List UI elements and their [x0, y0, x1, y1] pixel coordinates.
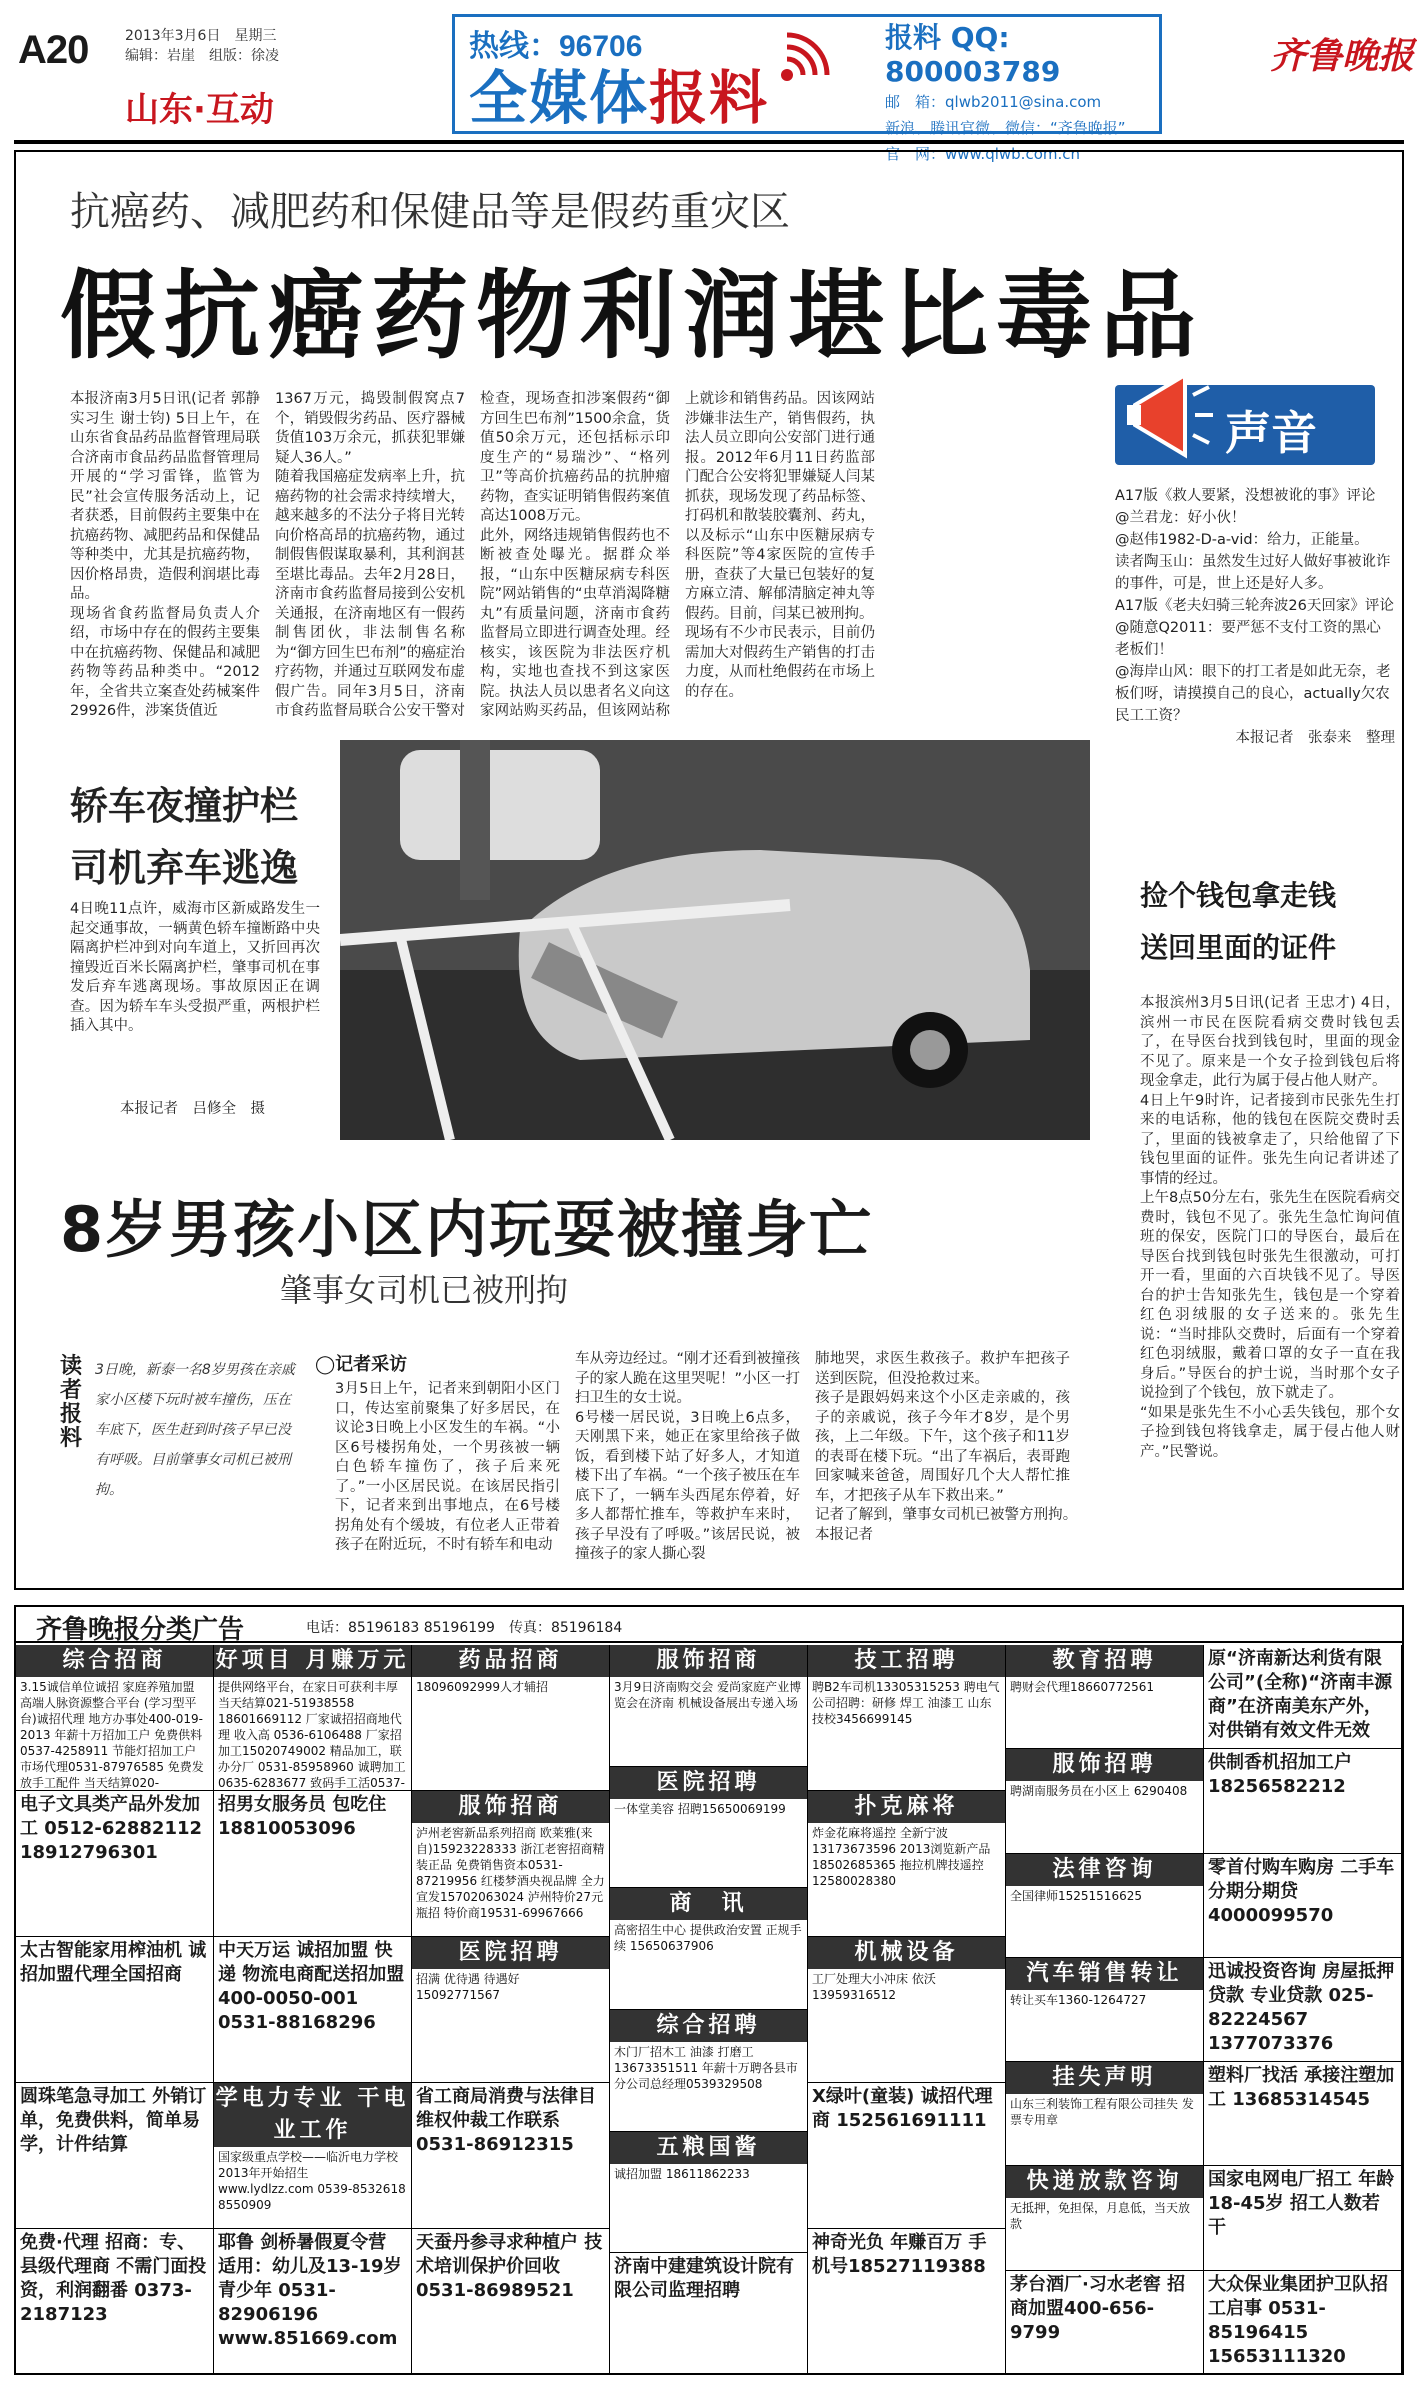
ad-text: 无抵押，免担保，月息低，当天放款	[1010, 2201, 1191, 2232]
ad-heading: 医院招聘	[610, 1767, 807, 1799]
ad-text: 转让买车1360-1264727	[1010, 1992, 1147, 2007]
ad-cell	[214, 1645, 411, 1791]
ad-text: 省工商局消费与法律目 维权仲裁工作联系 0531-86912315	[416, 2086, 596, 2155]
ad-text: 耶鲁 剑桥暑假夏令营 适用：幼儿及13-19岁青少年 0531-82906196 www.851669.com	[218, 2232, 402, 2349]
ad-text: 原“济南新达利货有限公司”(全称)“济南丰源商”在济南美东产外，对供销有效文件无效	[1208, 1648, 1393, 1741]
ad-heading: 汽车销售转让	[1006, 1958, 1203, 1990]
ad-cell	[16, 1791, 213, 1937]
voice-banner	[1115, 385, 1375, 465]
ad-cell	[412, 1937, 609, 2083]
car-title-2: 司机弃车逃逸	[70, 846, 299, 890]
ad-text: 聘湖南服务员在小区上 6290408	[1010, 1784, 1188, 1799]
ad-heading: 综合招商	[16, 1645, 213, 1677]
ad-cell	[1006, 1958, 1203, 2062]
ad-heading: 服饰招商	[412, 1791, 609, 1823]
ad-text: 提供网络平台，在家日可获利丰厚 当天结算021-51938558 18601669112 厂家诚招招商地代理 收入高 0536-6106488 厂家招加工15020749002 精品加工，联办分厂 0531-85958960 诚聘加工0635-6283677 致码手工活0537-	[218, 1680, 406, 1790]
ad-column	[808, 1645, 1006, 2375]
hotline-website: 官 网：www.qlwb.com.cn	[885, 145, 1081, 163]
ad-text: 国家级重点学校——临沂电力学校 2013年开始招生 www.lydlzz.com 0539-8532618 8550909	[218, 2150, 406, 2212]
ad-text: 圆珠笔急寻加工 外销订单，免费供料，简单易学，计件结算	[20, 2086, 207, 2155]
boy-col-3: 肺地哭，求医生救孩子。救护车把孩子送到医院，但没抢救过来。 孩子是跟妈妈来这个小区走亲戚的，孩子的亲戚说，孩子今年才8岁，是个男孩，上二年级。下午，这个孩子和11岁的表哥在楼下玩。“出了车祸后，表哥跑回家喊来爸爸，周围好几个大人帮忙推车，才把孩子从车下救出来。” 记者了解到，肇事女司机已被警方刑拘。 本报记者	[815, 1351, 1070, 1543]
voice-byline: 本报记者 张泰来 整理	[1235, 730, 1395, 746]
ad-cell	[610, 2132, 807, 2254]
ad-cell	[16, 2083, 213, 2229]
ad-text: 天蚕丹参寻求种植户 技术培训保护价回收 0531-86989521	[416, 2232, 603, 2301]
ad-cell	[214, 2083, 411, 2229]
ad-text: 茅台酒厂·习水老窖 招商加盟400-656-9799	[1010, 2273, 1186, 2343]
megaphone-icon	[1125, 365, 1215, 465]
wallet-story	[1140, 870, 1400, 1554]
issue-date: 2013年3月6日 星期三	[125, 28, 277, 44]
ad-heading: 学电力专业 干电业工作	[214, 2083, 411, 2147]
ad-cell	[610, 1767, 807, 1889]
hotline-slogan-a: 全媒体	[469, 64, 650, 132]
ad-text: 高密招生中心 提供政治安置 正规手续 15650637906	[614, 1923, 802, 1954]
ad-heading: 综合招聘	[610, 2010, 807, 2042]
top-rule	[14, 140, 1404, 144]
ad-cell	[412, 2229, 609, 2375]
wallet-body: 本报滨州3月5日讯(记者 王忠才) 4日，滨州一市民在医院看病交费时钱包丢了，在导医台找到钱包时，里面的现金不见了。原来是一个女子捡到钱包后将现金拿走，此行为属于侵占他人财产。 4日上午9时许，记者接到市民张先生打来的电话称，他的钱包在医院交费时丢了，里面的钱被拿走了，只给他留了下钱包里面的证件。张先生向记者讲述了事情的经过。 上午8点50分左右，张先生在医院看病交费时，钱包不见了。张先生急忙询问值班的保安，医院门口的导医台，最后在导医台找到钱包时张先生很激动，可打开一看，里面的六百块钱不见了。导医台的护士告知张先生，钱包是一个穿着红色羽绒服的女子送来的。张先生说：“当时排队交费时，后面有一个穿着红色羽绒服，戴着口罩的女子一直在我身后。”导医台的护士说，当时那个女子说捡到了个钱包，放下就走了。 “如果是张先生不小心丢失钱包，那个女子捡到钱包将钱拿走，属于侵占他人财产。”民警说。	[1140, 995, 1400, 1460]
ad-heading: 挂失声明	[1006, 2062, 1203, 2094]
boy-subheadline: 肇事女司机已被刑拘	[280, 1271, 569, 1309]
ad-cell	[808, 1791, 1005, 1937]
voice-item: @海岸山风：眼下的打工者是如此无奈，老板们呀，请摸摸自己的良心，actually欠农民工工资？	[1115, 664, 1391, 724]
ad-text: 泸州老窖新品系列招商 欧莱雅(来自)15923228333 浙江老窖招商精装正品 免费销售资本0531-87219956 红楼梦酒央视品牌 全力宣发15702063024 泸州特价27元瓶招 特价商19531-69967666	[416, 1826, 605, 1920]
classified-ads	[14, 1605, 1404, 2375]
ad-cell	[16, 1645, 213, 1791]
ad-text: 电子文具类产品外发加工 0512-62882112 18912796301	[20, 1794, 203, 1863]
ad-heading: 扑克麻将	[808, 1791, 1005, 1823]
ads-phone: 电话：85196183 85196199 传真：85196184	[306, 1620, 623, 1636]
ad-heading: 医院招聘	[412, 1937, 609, 1969]
ad-text: 工厂处理大小冲床 依沃 13959316512	[812, 1972, 936, 2002]
ad-cell	[610, 2253, 807, 2375]
ad-text: 18096092999人才辅招	[416, 1680, 548, 1694]
ad-text: 诚招加盟 18611862233	[614, 2166, 750, 2181]
ad-heading: 服饰招聘	[1006, 1749, 1203, 1781]
ad-text: 3.15诚信单位诚招 家庭养殖加盟 高端人脉资源整合平台 (学习型平台)诚招代理 地方办事处400-019-2013 年薪十万招加工户 免费供料0537-4258911 节能灯招加工户 市场代理0531-87976585 免费发放手工配件 当天结算020-	[20, 1680, 204, 1790]
ad-cell	[1006, 1854, 1203, 1958]
ad-text: 供制香机招加工户 18256582212	[1208, 1752, 1352, 1798]
lead-headline: 假抗癌药物利润堪比毒品	[60, 260, 1204, 372]
voice-item: @随意Q2011：要严惩不支付工资的黑心老板们！	[1115, 620, 1381, 658]
ad-column	[16, 1645, 214, 2375]
ad-cell	[1204, 1854, 1401, 1958]
voice-item: 读者陶玉山：虽然发生过好人做好事被讹诈的事件，可是，世上还是好人多。	[1115, 554, 1391, 592]
ad-text: 大众保业集团护卫队招工启事 0531-85196415 15653111320	[1208, 2273, 1388, 2367]
ad-text: 聘财会代理18660772561	[1010, 1680, 1154, 1694]
wallet-title-2: 送回里面的证件	[1140, 931, 1337, 964]
ads-header	[16, 1607, 1402, 1643]
boy-headline: 8岁男孩小区内玩耍被撞身亡	[60, 1193, 874, 1266]
ad-text: 免费·代理 招商：专、县级代理商 不需门面投资，利润翻番 0373-2187123	[20, 2232, 207, 2325]
header-meta	[125, 26, 279, 66]
ad-text: 招男女服务员 包吃住 18810053096	[218, 1794, 387, 1839]
wallet-title-1: 捡个钱包拿走钱	[1140, 879, 1337, 912]
boy-col-2: 车从旁边经过。“刚才还看到被撞孩子的家人跪在这里哭呢！”小区一打扫卫生的女士说。 6号楼一居民说，3日晚上6点多，天刚黑下来，她正在家里给孩子做饭，看到楼下站了好多人，才知道楼下出了车祸。“一个孩子被压在车底下了，一辆车头西尾东停着，好多人都帮忙推车，等救护车来时，孩子早没有了呼吸。”该居民说，被撞孩子的家人撕心裂	[575, 1351, 800, 1562]
editors: 编辑：岩崖 组版：徐凌	[125, 48, 279, 64]
ads-banner: 齐鲁晚报分类广告	[36, 1615, 245, 1645]
ad-column	[412, 1645, 610, 2375]
ad-cell	[808, 1937, 1005, 2083]
hotline-number: 热线：96706	[469, 30, 643, 63]
ad-cell	[1006, 2062, 1203, 2166]
ad-column	[610, 1645, 808, 2375]
ad-text: 济南中建建筑设计院有限公司监理招聘	[614, 2256, 794, 2302]
ad-text: 太古智能家用榨油机 诚招加盟代理全国招商	[20, 1940, 207, 1985]
voice-banner-text: 声音	[1225, 406, 1317, 460]
ad-cell	[1006, 2166, 1203, 2270]
ad-cell	[1204, 2166, 1401, 2270]
ad-cell	[1006, 1749, 1203, 1853]
ad-cell	[214, 1791, 411, 1937]
ad-text: 中天万运 诚招加盟 快递 物流电商配送招加盟 400-0050-001 0531-88168296	[218, 1940, 405, 2033]
ad-text: 炸金花麻将遥控 全新宁波13173673596 2013浏览新产品 18502685365 拖拉机牌技遥控 12580028380	[812, 1826, 991, 1888]
ad-cell	[412, 1645, 609, 1791]
ad-text: X绿叶(童装) 诚招代理商 152561691111	[812, 2086, 993, 2131]
lead-col-4: 上就诊和销售药品。因该网站涉嫌非法生产，销售假药，执法人员立即向公安部门进行通报。2012年6月11日药监部门配合公安将犯罪嫌疑人闫某抓获，现场发现了药品标签、打码机和散装胶囊剂、药丸，以及标示“山东中医糖尿病专科医院”等4家医院的宣传手册，查获了大量已包装好的复方麻立清、解郁清脑定神丸等假药。目前，闫某已被刑拘。 现场有不少市民表示，目前仍需加大对假药生产销售的打击力度，从而杜绝假药在市场上的存在。	[685, 391, 875, 700]
ad-heading: 商 讯	[610, 1888, 807, 1920]
car-title	[70, 775, 298, 899]
ad-cell	[610, 2010, 807, 2132]
ad-heading: 服饰招商	[610, 1645, 807, 1677]
ad-cell	[214, 1937, 411, 2083]
ad-column	[1204, 1645, 1402, 2375]
ad-heading: 机械设备	[808, 1937, 1005, 1969]
car-title-1: 轿车夜撞护栏	[70, 784, 299, 828]
ad-text: 迅诚投资咨询 房屋抵押贷款 专业贷款 025-82224567 1377073376	[1208, 1960, 1395, 2054]
ad-cell	[1204, 2271, 1401, 2375]
ad-text: 零首付购车购房 二手车分期分期贷 4000099570	[1208, 1856, 1395, 1926]
ad-text: 神奇光负 年赚百万 手机号18527119388	[812, 2232, 987, 2277]
lead-col-1: 本报济南3月5日讯(记者 郭静 实习生 谢士钧) 5日上午，在山东省食品药品监督管理局联合济南市食品药品监督管理局开展的“学习雷锋，监管为民”社会宣传服务活动上，记者获悉，目前假药主要集中在抗癌药物、减肥药品和保健品等种类中，尤其是抗癌药物，因价格昂贵，造假利润堪比毒品。 现场省食药监督局负责人介绍，市场中存在的假药主要集中在抗癌药物、保健品和减肥药物等药品种类中。“2012年，全省共立案查处药械案件29926件，涉案货值近	[70, 391, 260, 719]
ad-text: 3月9日济南购交会 爱尚家庭产业博览会在济南 机械设备展出专递入场	[614, 1680, 802, 1710]
ad-text: 聘B2车司机13305315253 聘电气公司招聘：研修 焊工 油漆工 山东技校3456699145	[812, 1680, 1000, 1726]
ad-cell	[412, 2083, 609, 2229]
hotline-contacts	[885, 21, 1155, 167]
hotline-slogan-b: 报料	[649, 64, 770, 132]
lead-col-3: 检查，现场查扣涉案假药“御方回生巴布剂”1500余盒，货值50余万元，还包括标示印度生产的“易瑞沙”、“格列卫”等高价抗癌药品的抗肿瘤药物，查实证明销售假药案值高达1008万元。 此外，网络违规销售假药也不断被查处曝光。据群众举报，“山东中医糖尿病专科医院”网站销售的“虫草消渴降糖丸”有质量问题，济南市食药监督局立即进行调查处理。经核实，该医院为非法医疗机构，实地也查找不到这家医院。执法人员以患者名义向这家网站购买药品，但该网站称	[480, 391, 670, 719]
ad-cell	[1204, 1645, 1401, 1749]
hotline-email: 邮 箱：qlwb2011@sina.com	[885, 93, 1102, 111]
ads-grid	[16, 1645, 1402, 2375]
ad-text: 国家电网电厂招工 年龄18-45岁 招工人数若干	[1208, 2169, 1395, 2239]
hotline-weibo: 新浪、腾讯官微、微信：“齐鲁晚报”	[885, 119, 1126, 137]
ad-text: 招满 优待遇 待遇好 15092771567	[416, 1972, 520, 2002]
voice-items	[1115, 485, 1395, 749]
lead-col-2: 1367万元，捣毁制假窝点7个，销毁假劣药品、医疗器械货值103万余元，抓获犯罪嫌疑人36人。” 随着我国癌症发病率上升，抗癌药物的社会需求持续增大，越来越多的不法分子将目光转向价格高昂的抗癌药物，通过制假售假谋取暴利，其利润甚至堪比毒品。去年2月28日，济南市食药监督局接到公安机关通报，在济南地区有一假药制售团伙，非法制售名称为“御方回生巴布剂”的癌症治疗药物，并通过互联网发布虚假广告。同年3月5日，济南市食药监督局联合公安干警对	[275, 391, 465, 719]
ad-cell	[16, 2229, 213, 2375]
reader-label: 读者报料	[60, 1354, 83, 1451]
ad-column	[214, 1645, 412, 2375]
ad-cell	[214, 2229, 411, 2375]
ad-cell	[1204, 1749, 1401, 1853]
ad-cell	[808, 1645, 1005, 1791]
ad-cell	[610, 1645, 807, 1767]
car-byline: 本报记者 吕修全 摄	[120, 1101, 265, 1117]
visit-label: ◯记者采访	[315, 1354, 408, 1375]
lead-kicker: 抗癌药、减肥药和保健品等是假药重灾区	[70, 189, 790, 235]
ad-heading: 法律咨询	[1006, 1854, 1203, 1886]
ad-text: 山东三利装饰工程有限公司挂失 发票专用章	[1010, 2097, 1194, 2128]
ad-text: 一体堂美容 招聘15650069199	[614, 1801, 786, 1816]
voice-item: @赵伟1982-D-a-vid：给力，正能量。	[1115, 532, 1369, 548]
ad-cell	[1204, 2062, 1401, 2166]
ad-text: 木门厂招木工 油漆 打磨工13673351511 年薪十万聘各县市 分公司总经理0539329508	[614, 2045, 798, 2091]
page-number: A20	[18, 28, 89, 72]
boy-col-1: 3月5日上午，记者来到朝阳小区门口，传达室前聚集了好多居民，在议论3日晚上小区发生的车祸。“小区6号楼拐角处，一个男孩被一辆白色轿车撞伤了，孩子后来死了。”一小区居民说。在该居民指引下，记者来到出事地点，在6号楼拐角处有个缓坡，有位老人正带着孩子在附近玩，不时有轿车和电动	[335, 1381, 560, 1553]
ad-heading: 药品招商	[412, 1645, 609, 1677]
signal-icon	[775, 27, 835, 87]
accident-photo	[340, 740, 1090, 1140]
ad-heading: 五粮国酱	[610, 2132, 807, 2164]
car-body: 4日晚11点许，威海市区新威路发生一起交通事故，一辆黄色轿车撞断路中央隔离护栏冲到对向车道上，又折回再次撞毁近百米长隔离护栏，肇事司机在事发后弃车逃离现场。事故原因正在调查。因为轿车车头受损严重，两根护栏插入其中。	[70, 901, 320, 1034]
voice-column	[1115, 385, 1395, 749]
reader-text: 3日晚，新泰一名8岁男孩在亲戚家小区楼下玩时被车撞伤，压在车底下，医生赶到时孩子早已没有呼吸。目前肇事女司机已被刑拘。	[95, 1362, 295, 1498]
ad-heading: 教育招聘	[1006, 1645, 1203, 1677]
ad-cell	[412, 1791, 609, 1937]
ad-heading: 技工招聘	[808, 1645, 1005, 1677]
ad-heading: 好项目 月赚万元	[214, 1645, 411, 1677]
voice-item: A17版《老夫妇骑三轮奔波26天回家》评论	[1115, 598, 1394, 614]
ad-cell	[1204, 1958, 1401, 2062]
masthead-logo: 齐鲁晚报	[1270, 35, 1415, 77]
voice-item: @兰君龙：好小伙！	[1115, 510, 1246, 526]
ad-cell	[16, 1937, 213, 2083]
ad-cell	[1006, 1645, 1203, 1749]
section-label: 山东·互动	[125, 90, 274, 130]
hotline-box	[452, 14, 1162, 163]
ad-text: 塑料厂找活 承接注塑加工 13685314545	[1208, 2065, 1395, 2111]
hotline-qq: 报料 QQ: 800003789	[885, 21, 1061, 88]
ad-cell	[808, 2229, 1005, 2375]
ad-text: 全国律师15251516625	[1010, 1888, 1142, 1903]
ad-cell	[808, 2083, 1005, 2229]
ad-column	[1006, 1645, 1204, 2375]
ad-cell	[1006, 2271, 1203, 2375]
voice-item: A17版《救人要紧，没想被讹的事》评论	[1115, 488, 1376, 504]
ad-cell	[610, 1888, 807, 2010]
ad-heading: 快递放款咨询	[1006, 2166, 1203, 2198]
